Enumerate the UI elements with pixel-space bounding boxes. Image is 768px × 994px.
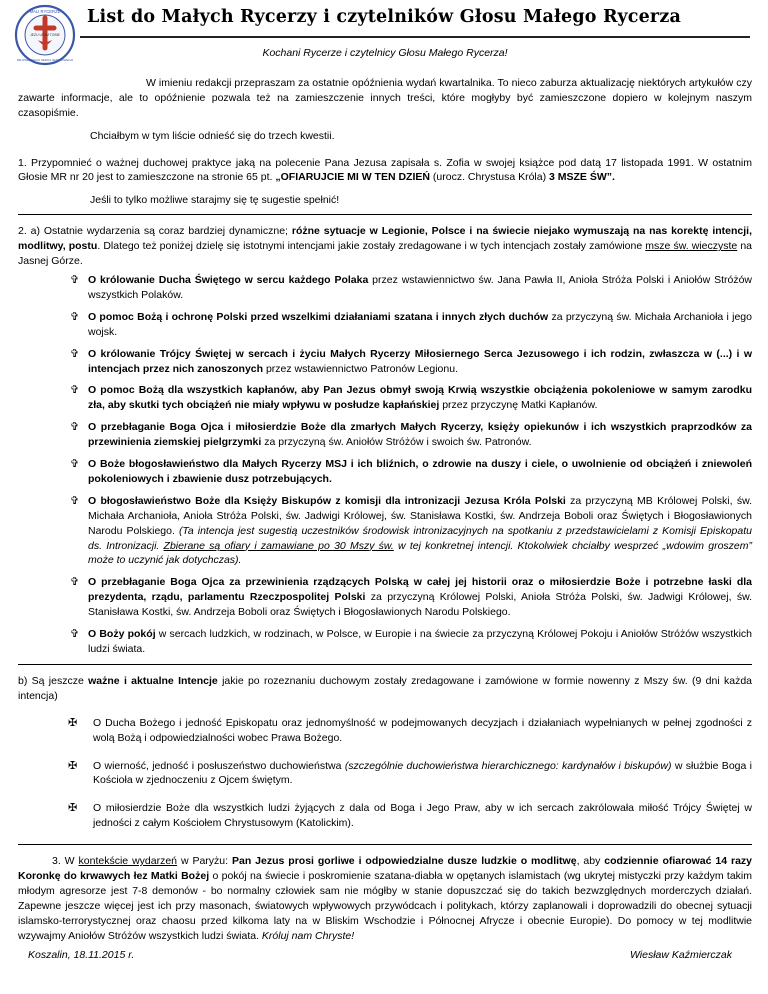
- signature-row: [18, 944, 752, 963]
- list-item: ✞ O błogosławieństwo Boże dla Księży Biskupów z komisji dla intronizacji Jezusa Króla Polski za przyczyną MB Królowej Polski, św. Michała Archanioła, Anioła Stróża Polski, św. Jadwigi Królowej, św. Stanisława Kostki, św. Andrzeja Boboli oraz Świętych i Błogosławionych Narodu Polskiego. (Ta intencja jest sugestią uczestników środowisk intronizacyjnych na spotkaniu z przedstawicielami z Komisji Episkopatu ds. Intronizacji. Zbierane są ofiary i zamawiane po 30 Mszy św. w tej konkretnej intencji. Ktokolwiek chciałby wesprzeć „wdowim groszem” może to uczynić jak dotychczas).: [70, 494, 753, 567]
- logo-bottom-text: MIŁOSIERNEGO SERCA JEZUSOWEGO: [16, 58, 74, 62]
- list-item: ✞ O przebłaganie Boga Ojca i miłosierdzie Boże dla zmarłych Małych Rycerzy, księży opiekunów i ich wszystkich praprzodków za przewinienia ziemskiej pielgrzymki za przyczyną św. Aniołów Stróżów i swoich św. Patronów.: [70, 421, 752, 449]
- page-title: List do Małych Rycerzy i czytelników Głosu Małego Rycerza: [86, 7, 682, 27]
- logo-center-text: JEZU UFAM TOBIE: [30, 33, 60, 37]
- point-2b: b) Są jeszcze ważne i aktualne Intencje jakie po rozeznaniu duchowym zostały zredagowane i zamówione w formie nowenny z Mszy św. (9 dni każda intencja): [18, 674, 753, 702]
- intentions-list: [18, 273, 752, 657]
- greeting: Kochani Rycerze i czytelnicy Głosu Małego Rycerza!: [262, 47, 508, 59]
- section-divider: [18, 844, 752, 845]
- intro-paragraph: W imieniu redakcji przepraszam za ostatnie opóźnienia wydań kwartalnika. To nieco zaburza aktualizację niektórych artykułów czy zawarte informacje, ale to opóźnienie pozwala też na zamieszczenie innych treści, które mogłyby być zamieszczone dopiero w kolejnym naszym czasopiśmie.: [18, 76, 752, 119]
- letter-body: [18, 46, 752, 963]
- list-item: ✞ O królowanie Ducha Świętego w sercu każdego Polaka przez wstawiennictwo św. Jana Pawła II, Anioła Stróża Polski i Aniołów Stróżów wszystkich Polaków.: [70, 273, 753, 301]
- place-date: Koszalin, 18.11.2015 r.: [28, 948, 135, 961]
- list-item: ✞ O pomoc Bożą dla wszystkich kapłanów, aby Pan Jezus obmył swoją Krwią wszystkie obciążenia pokoleniowe w samym zarodku zła, aby skutki tych obciążeń nie miały wpływu w posłudze kapłańskiej przez przyczynę Matki Kapłanów.: [70, 384, 752, 412]
- list-item: ✞ O przebłaganie Boga Ojca za przewinienia rządzących Polską w całej jej historii oraz o miłosierdzie Boże i potrzebne łaski dla prezydenta, rządu, parlamentu Rzeczpospolitej Polski za przyczyną Królowej Polski, Anioła Stróża Polski, św. Jadwigi Królowej, św. Stanisława Kostki, św. Andrzeja Boboli oraz Świętych i Błogosławionych Narodu Polskiego.: [70, 576, 752, 619]
- intro-second: Chciałbym w tym liście odnieść się do trzech kwestii.: [90, 129, 335, 142]
- list-item: ✠ O miłosierdzie Boże dla wszystkich ludzi żyjących z dala od Boga i Jego Praw, aby w ich sercach zakrólowała miłość Trójcy Świętej w jedności z całym Kościołem Chrystusowym (Katolickim).: [68, 802, 752, 830]
- logo-top-text: MALI RYCERZE: [29, 9, 61, 14]
- point-3: 3. W kontekście wydarzeń w Paryżu: Pan Jezus prosi gorliwe i odpowiedzialne dusze ludzkie o modlitwę, aby codziennie ofiarować 14 razy Koronkę do krwawych łez Matki Bożej o pokój na świecie i poskromienie szatana-diabła w opętanych islamistach (wg ukrytej mistyczki przy każdym takim młodym agresorze jest 7-8 demonów - bo normalny człowiek sam nie mógłby w stanie dopuszczać się do takich bezwzględnych morderczych działań. Zapewne jeszcze więcej jest ich przy masonach, światowych wpływowych przywódcach i politykach, którzy zaplanowali i doprowadzili do obecnej sytuacji islamsko-terrorystycznej oraz chaosu przed kilkoma laty na w Bliskim Wschodzie i Północnej Afrycze i obecnie Europie). Do pomocy w tej modlitwie wzywajmy Aniołów Stróżów wszystkich ludzi świata. Króluj nam Chryste!: [18, 855, 753, 942]
- list-item: ✞ O Boży pokój w sercach ludzkich, w rodzinach, w Polsce, w Europie i na świecie za przyczyną Królowej Pokoju i Aniołów Stróżów wszystkich ludzi świata.: [70, 628, 752, 655]
- point-1-follow: Jeśli to tylko możliwe starajmy się tę sugestie spełnić!: [90, 194, 340, 207]
- section-divider: [18, 214, 752, 215]
- novena-list: [18, 716, 752, 831]
- title-divider: [80, 36, 750, 38]
- section-divider: [18, 664, 752, 665]
- signature: Wiesław Kaźmierczak: [629, 948, 732, 961]
- point-2a: 2. a) Ostatnie wydarzenia są coraz bardziej dynamiczne; różne sytuacje w Legionie, Polsce i na świecie niejako wymuszają na nas korektę intencji, modlitwy, postu. Dlatego też poniżej dzielę się istotnymi intencjami jakie zostały zredagowane i w tych intencjach zostały zamówione msze św. wieczyste na Jasnej Górze.: [18, 225, 753, 268]
- list-item: ✞ O Boże błogosławieństwo dla Małych Rycerzy MSJ i ich bliźnich, o zdrowie na duszy i ciele, o uwolnienie od obciążeń i zniewoleń pokoleniowych i zbawienie dusz potrzebujących.: [70, 458, 752, 485]
- list-item: ✞ O pomoc Bożą i ochronę Polski przed wszelkimi działaniami szatana i innych złych duchów za przyczyną św. Michała Archanioła i jego wojsk.: [70, 310, 752, 338]
- point-1: 1. Przypomnieć o ważnej duchowej praktyce jaką na polecenie Pana Jezusa zapisała s. Zofia w swojej książce pod datą 17 listopada 1991. W ostatnim Głosie MR nr 20 jest to zamieszczone na stronie 65 pt. „OFIARUJCIE MI W TEN DZIEŃ (urocz. Chrystusa Króla) 3 MSZE ŚW”.: [18, 156, 752, 184]
- list-item: ✠ O wierność, jedność i posłuszeństwo duchowieństwa (szczególnie duchowieństwa hierarchicznego: kardynałów i biskupów) w służbie Boga i Kościoła w zjednoczeniu z Ojcem świętym.: [68, 759, 753, 787]
- list-item: ✠ O Ducha Bożego i jedność Episkopatu oraz jednomyślność w podejmowanych decyzjach i działaniach wypełnianych w pełnej zgodności z wolą Bożą i odpowiedzialności wobec Prawa Bożego.: [68, 716, 752, 744]
- list-item: ✞ O królowanie Trójcy Świętej w sercach i życiu Małych Rycerzy Miłosiernego Serca Jezusowego i ich rodzin, zwłaszcza w (...) i w intencjach przez nich zanoszonych przez wstawiennictwo Patronów Legionu.: [70, 347, 752, 375]
